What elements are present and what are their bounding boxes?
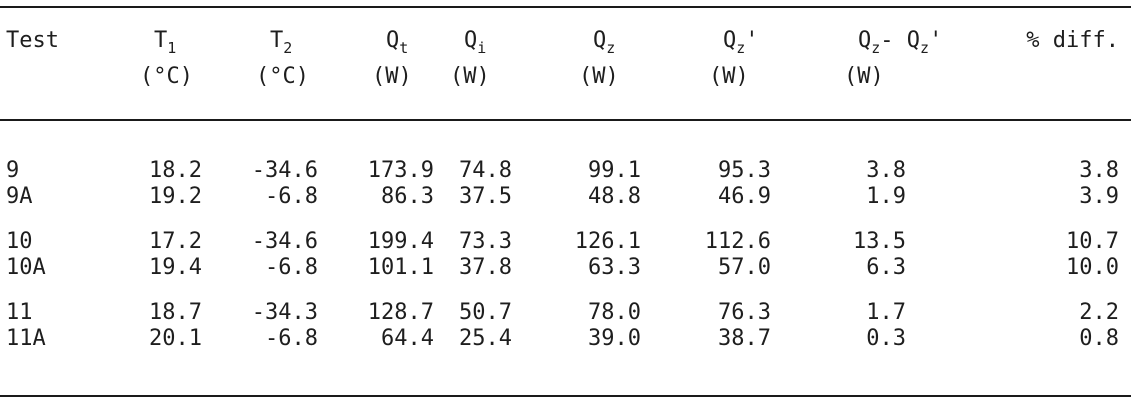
table-cell: 112.6 [704, 229, 771, 254]
column-header [386, 28, 408, 61]
header-symbol: % diff. [1026, 28, 1119, 53]
column-unit: (°C) [256, 64, 309, 89]
header-symbol: Q [723, 28, 737, 53]
header-suffix: ' [745, 28, 759, 53]
header-subscript: t [399, 39, 409, 57]
table-cell: 99.1 [588, 158, 641, 183]
table-cell: 19.4 [149, 255, 202, 280]
table-cell: 78.0 [588, 300, 641, 325]
column-unit: (W) [844, 64, 884, 89]
column-header [270, 28, 292, 61]
table-cell: 17.2 [149, 229, 202, 254]
table-cell: 39.0 [588, 326, 641, 351]
table-cell: 25.4 [459, 326, 512, 351]
table-cell: 74.8 [459, 158, 512, 183]
table-cell: 1.7 [866, 300, 906, 325]
table-cell: 37.5 [459, 184, 512, 209]
test-id-cell: 10 [6, 229, 33, 254]
header-symbol: Q [858, 28, 872, 53]
table-cell: 199.4 [367, 229, 434, 254]
header-symbol: Q [386, 28, 400, 53]
table-cell: 95.3 [718, 158, 771, 183]
column-unit: (W) [579, 64, 619, 89]
header-subscript: i [477, 39, 487, 57]
table-cell: 20.1 [149, 326, 202, 351]
table-cell: 57.0 [718, 255, 771, 280]
table-cell: 3.9 [1079, 184, 1119, 209]
header-subscript: 2 [283, 39, 293, 57]
table-cell: 173.9 [367, 158, 434, 183]
table-cell: 63.3 [588, 255, 641, 280]
header-subscript: 1 [167, 39, 177, 57]
header-suffix: ' [929, 28, 943, 53]
header-symbol: Q [464, 28, 478, 53]
table-cell: 128.7 [367, 300, 434, 325]
header-symbol: T [270, 28, 284, 53]
column-unit: (°C) [140, 64, 193, 89]
table-cell: 3.8 [866, 158, 906, 183]
table-cell: 48.8 [588, 184, 641, 209]
table-cell: 76.3 [718, 300, 771, 325]
table-cell: 86.3 [381, 184, 434, 209]
table-cell: 10.0 [1066, 255, 1119, 280]
table-cell: 0.8 [1079, 326, 1119, 351]
table-top-rule [0, 6, 1131, 8]
table-cell: 10.7 [1066, 229, 1119, 254]
table-cell: 1.9 [866, 184, 906, 209]
header-symbol: Q [593, 28, 607, 53]
test-id-cell: 11 [6, 300, 33, 325]
test-id-cell: 11A [6, 326, 46, 351]
table-cell: 50.7 [459, 300, 512, 325]
table-cell: 18.2 [149, 158, 202, 183]
table-bottom-rule [0, 395, 1131, 397]
table-cell: 101.1 [367, 255, 434, 280]
header-subscript: z [736, 39, 746, 57]
header-rule [0, 119, 1131, 121]
header-symbol: Test [6, 28, 59, 53]
column-header [464, 28, 486, 61]
table-cell: -6.8 [265, 326, 318, 351]
column-header [593, 28, 615, 61]
column-header [154, 28, 176, 61]
table-cell: 18.7 [149, 300, 202, 325]
table-cell: 73.3 [459, 229, 512, 254]
column-header [6, 28, 59, 54]
table-cell: 13.5 [853, 229, 906, 254]
test-id-cell: 10A [6, 255, 46, 280]
column-header [858, 28, 942, 61]
table-cell: -6.8 [265, 184, 318, 209]
table-cell: -34.6 [251, 229, 318, 254]
table-cell: 2.2 [1079, 300, 1119, 325]
column-unit: (W) [372, 64, 412, 89]
header-suffix: - Q [880, 28, 921, 53]
table-cell: -6.8 [265, 255, 318, 280]
table-cell: 38.7 [718, 326, 771, 351]
table-cell: 64.4 [381, 326, 434, 351]
test-id-cell: 9 [6, 158, 20, 183]
table-cell: 126.1 [574, 229, 641, 254]
header-symbol: T [154, 28, 168, 53]
header-subscript: z [871, 39, 881, 57]
table-cell: 3.8 [1079, 158, 1119, 183]
column-header [1026, 28, 1119, 54]
header-subscript: z [606, 39, 616, 57]
header-subscript: z [920, 39, 930, 57]
column-header [723, 28, 759, 61]
table-cell: 46.9 [718, 184, 771, 209]
test-id-cell: 9A [6, 184, 33, 209]
column-unit: (W) [450, 64, 490, 89]
table-cell: 19.2 [149, 184, 202, 209]
table-cell: 0.3 [866, 326, 906, 351]
table-cell: 6.3 [866, 255, 906, 280]
table-cell: -34.6 [251, 158, 318, 183]
column-unit: (W) [709, 64, 749, 89]
table-cell: 37.8 [459, 255, 512, 280]
table-cell: -34.3 [251, 300, 318, 325]
